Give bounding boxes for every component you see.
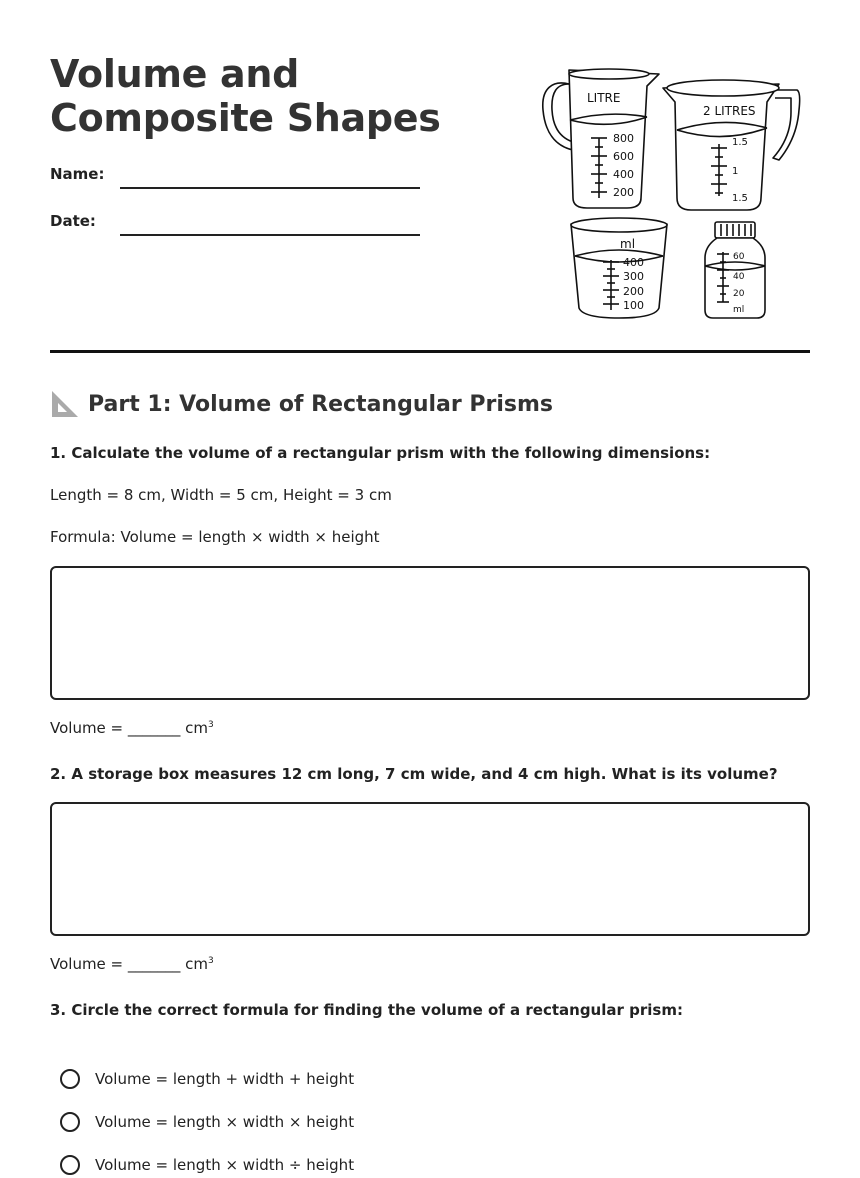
svg-text:100: 100 xyxy=(623,299,644,312)
question-2-answer-box[interactable] xyxy=(50,802,810,936)
question-3-prompt: 3. Circle the correct formula for finding the volume of a rectangular prism: xyxy=(50,1001,683,1019)
svg-text:200: 200 xyxy=(623,285,644,298)
question-2-volume-line: Volume = _______ $cm^3$ xyxy=(50,955,214,973)
svg-text:300: 300 xyxy=(623,270,644,283)
measuring-containers-illustration xyxy=(535,62,805,322)
svg-text:1.5: 1.5 xyxy=(732,137,748,148)
question-1-formula: Formula: Volume = length × width × height xyxy=(50,528,380,546)
svg-text:800: 800 xyxy=(613,132,634,145)
radio-circle-icon[interactable] xyxy=(60,1069,80,1089)
svg-text:200: 200 xyxy=(613,186,634,199)
name-field[interactable] xyxy=(120,187,420,189)
question-1-answer-box[interactable] xyxy=(50,566,810,700)
question-1-prompt: 1. Calculate the volume of a rectangular prism with the following dimensions: xyxy=(50,444,711,462)
date-label: Date: xyxy=(50,212,96,230)
svg-text:600: 600 xyxy=(613,150,634,163)
jug2-label: 2 LITRES xyxy=(703,104,756,118)
ml-bottle-icon xyxy=(705,222,765,318)
beaker-label: ml xyxy=(620,237,636,251)
part1-title: Part 1: Volume of Rectangular Prisms xyxy=(88,391,554,417)
svg-text:400: 400 xyxy=(613,168,634,181)
question-3-option-3[interactable]: Volume = length × width ÷ height xyxy=(60,1152,354,1178)
litre-jug-icon xyxy=(543,69,659,208)
svg-text:20: 20 xyxy=(733,289,745,299)
part1-heading xyxy=(50,387,553,421)
svg-text:40: 40 xyxy=(733,272,745,282)
question-3-option-1[interactable]: Volume = length + width + height xyxy=(60,1066,354,1092)
radio-circle-icon[interactable] xyxy=(60,1112,80,1132)
question-3-option-2[interactable]: Volume = length × width × height xyxy=(60,1109,354,1135)
radio-circle-icon[interactable] xyxy=(60,1155,80,1175)
page-title: Volume and Composite Shapes xyxy=(50,52,441,140)
svg-text:1: 1 xyxy=(732,166,739,177)
question-1-volume-line: Volume = _______ $cm^3$ xyxy=(50,719,214,737)
svg-text:1.5: 1.5 xyxy=(732,193,748,204)
jug1-label: LITRE xyxy=(587,91,621,105)
svg-text:60: 60 xyxy=(733,252,745,262)
question-2-prompt: 2. A storage box measures 12 cm long, 7 cm wide, and 4 cm high. What is its volume? xyxy=(50,765,778,783)
header-divider xyxy=(50,350,810,353)
svg-text:400: 400 xyxy=(623,256,644,269)
name-label: Name: xyxy=(50,165,105,183)
set-square-icon xyxy=(50,389,80,419)
question-1-dimensions: Length = 8 cm, Width = 5 cm, Height = 3 cm xyxy=(50,486,392,504)
date-field[interactable] xyxy=(120,234,420,236)
svg-text:ml: ml xyxy=(733,305,745,315)
ml-beaker-icon xyxy=(571,218,667,318)
